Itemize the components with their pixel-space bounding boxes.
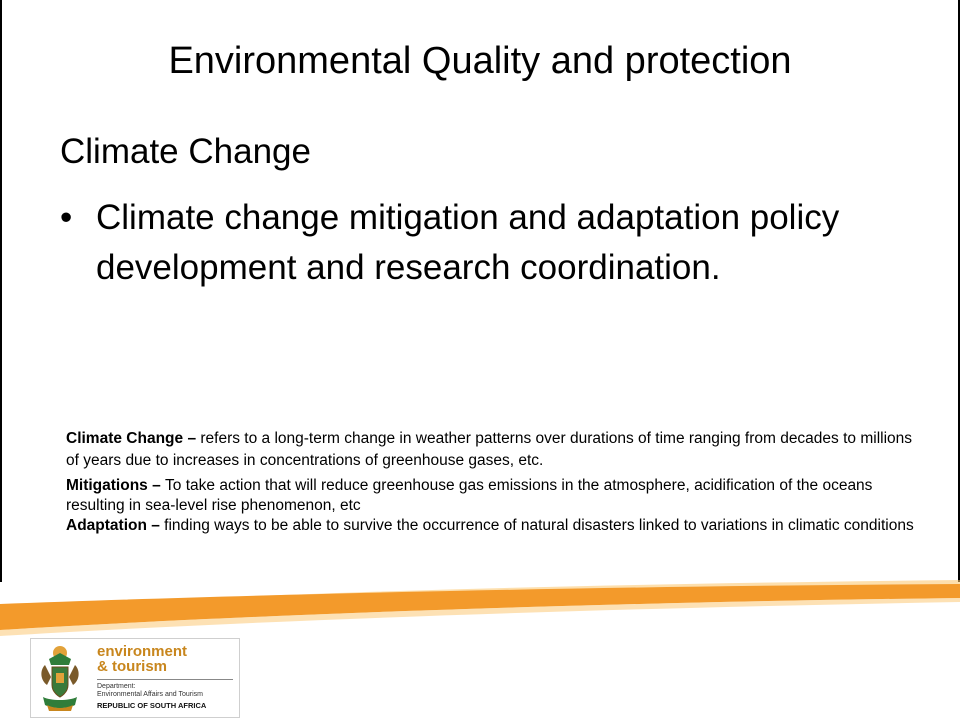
logo-department-label: Department: [97,683,136,690]
bullet-item [60,193,920,293]
definition-term: Climate Change – [66,430,201,447]
orange-swoosh-decoration [0,560,960,640]
definition-text: refers to a long-term change in weather patterns over durations of time ranging from decades to millions of years due to increases in concentrations of greenhouse gases, etc. [66,430,913,469]
logo-divider [97,679,233,680]
bullet-dot: • [60,198,73,237]
definition-text: finding ways to be able to survive the occurrence of natural disasters linked to variations in climatic conditions [164,517,914,534]
definition-climate-change [66,428,926,472]
definitions-block [66,428,926,536]
slide-title: Environmental Quality and protection [168,40,792,82]
definition-mitigations [66,476,926,516]
definition-adaptation [66,516,926,536]
logo-wordmark-line2: & tourism [97,658,168,675]
bullet-text: Climate change mitigation and adaptation policy development and research coordination. [96,198,840,287]
slide-border-left [0,0,2,582]
coat-of-arms-icon [35,643,85,713]
definition-text: To take action that will reduce greenhouse gas emissions in the atmosphere, acidification of the oceans resulting in sea-level rise phenomenon, etc [66,477,873,514]
definition-term: Adaptation – [66,517,165,534]
department-logo [30,638,240,718]
logo-country: REPUBLIC OF SOUTH AFRICA [97,701,207,710]
slide-subtitle: Climate Change [60,132,311,171]
logo-department-name: Environmental Affairs and Tourism [97,691,203,698]
definition-term: Mitigations – [66,477,166,494]
logo-wordmark-line1: environment [97,643,188,660]
